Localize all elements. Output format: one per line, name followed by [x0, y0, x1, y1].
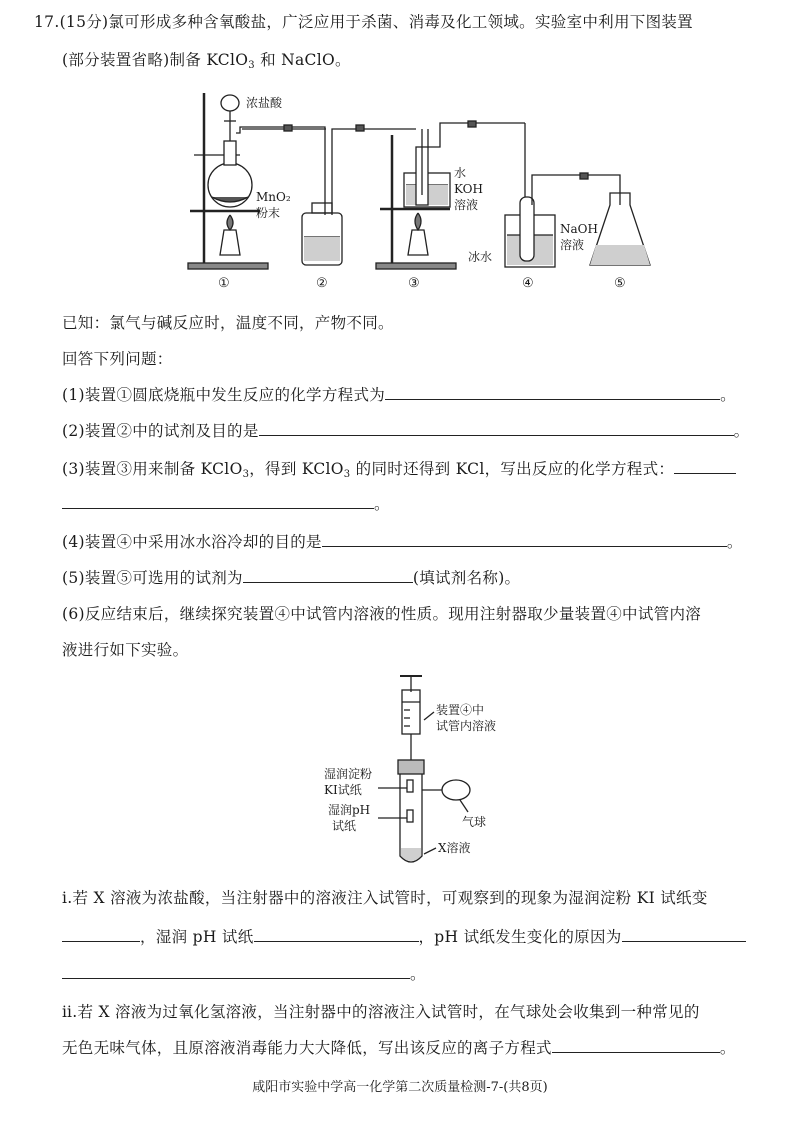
device-number-1: ① — [218, 276, 230, 291]
q5-text-end: (填试剂名称)。 — [412, 569, 521, 587]
q3 — [62, 457, 736, 480]
q1 — [62, 383, 736, 405]
label-ice-water: 冰水 — [468, 250, 493, 264]
answer-blank-i-ph[interactable] — [254, 927, 419, 942]
question-line-2-end: 和 NaClO。 — [254, 51, 351, 69]
q5 — [62, 566, 520, 588]
label-koh: KOH — [454, 182, 483, 196]
question-intro: (15分)氯可形成多种含氧酸盐，广泛应用于杀菌、消毒及化工领域。实验室中利用下图装置 — [59, 13, 693, 31]
part-i-text-b: ，pH 试纸发生变化的原因为 — [418, 928, 622, 946]
device-number-4: ④ — [522, 276, 534, 291]
q2 — [62, 419, 749, 441]
q6-line-1: (6)反应结束后，继续探究装置④中试管内溶液的性质。现用注射器取少量装置④中试管内溶 — [62, 605, 702, 623]
answer-blank-q1[interactable] — [385, 385, 720, 400]
q3-text: (3)装置③用来制备 KClO — [62, 460, 243, 478]
burner-1 — [220, 230, 240, 255]
q4 — [62, 530, 743, 552]
q1-text: (1)装置①圆底烧瓶中发生反应的化学方程式为 — [62, 386, 386, 404]
part-ii-line-2 — [62, 1036, 736, 1058]
stopper — [398, 760, 424, 774]
stand-base-3 — [376, 263, 456, 269]
apparatus-diagram — [180, 85, 680, 295]
dropping-funnel — [221, 95, 239, 111]
q2-text: (2)装置②中的试剂及目的是 — [62, 422, 259, 440]
ph-label-2: 试纸 — [332, 819, 357, 833]
part-i-text-a: ，湿润 pH 试纸 — [140, 928, 254, 946]
part-i-line-2 — [62, 925, 746, 947]
x-solution-label: X溶液 — [438, 841, 471, 855]
balloon — [442, 780, 470, 800]
question-number: 17. — [34, 13, 60, 31]
answer-blank-q2[interactable] — [259, 421, 734, 436]
question-line-2 — [62, 48, 351, 71]
subscript: 3 — [343, 469, 351, 480]
q4-text: (4)装置④中采用冰水浴冷却的目的是 — [62, 533, 322, 551]
ki-label-1: 湿润淀粉 — [324, 767, 373, 781]
answer-blank-i-reason-a[interactable] — [622, 927, 746, 942]
known-info: 已知：氯气与碱反应时，温度不同，产物不同。 — [62, 314, 394, 332]
question-line-1 — [34, 10, 693, 32]
ph-paper — [407, 810, 413, 822]
label-mno2: MnO₂ — [256, 190, 291, 204]
prompt: 回答下列问题： — [62, 350, 173, 368]
answer-blank-i-reason-b[interactable] — [62, 964, 410, 979]
answer-blank-i-color[interactable] — [62, 927, 140, 942]
ph-label-1: 湿润pH — [328, 803, 371, 817]
q6-line-2: 液进行如下实验。 — [62, 641, 189, 659]
subscript: 3 — [248, 60, 255, 71]
label-koh-solution: 溶液 — [454, 198, 479, 212]
subscript: 3 — [242, 469, 250, 480]
part-ii-line-1: ⅱ.若 X 溶液为过氧化氢溶液，当注射器中的溶液注入试管时，在气球处会收集到一种常见的 — [62, 1003, 700, 1021]
answer-blank-q5[interactable] — [243, 568, 413, 583]
period: 。 — [410, 965, 426, 983]
question-line-2-text: (部分装置省略)制备 KClO — [62, 51, 249, 69]
page-footer: 咸阳市实验中学高一化学第二次质量检测-7-(共8页) — [252, 1080, 548, 1095]
period: 。 — [726, 533, 743, 551]
answer-blank-q4[interactable] — [322, 532, 727, 547]
answer-blank-q3a[interactable] — [674, 459, 736, 474]
label-naoh-solution: 溶液 — [560, 238, 585, 252]
q5-text: (5)装置⑤可选用的试剂为 — [62, 569, 243, 587]
label-water: 水 — [454, 166, 467, 180]
test-tube-4 — [520, 197, 534, 261]
syringe-label-2: 试管内溶液 — [436, 719, 497, 733]
q3-text-end: 的同时还得到 KCl，写出反应的化学方程式： — [350, 460, 675, 478]
device-number-5: ⑤ — [614, 276, 626, 291]
label-powder: 粉末 — [256, 206, 281, 220]
ki-paper — [407, 780, 413, 792]
answer-blank-ii[interactable] — [552, 1038, 720, 1053]
answer-blank-q3b[interactable] — [62, 494, 374, 509]
label-hcl: 浓盐酸 — [246, 96, 283, 110]
stand-base-1 — [188, 263, 268, 269]
period: 。 — [733, 422, 750, 440]
device-number-3: ③ — [408, 276, 420, 291]
syringe-label-1: 装置④中 — [436, 703, 485, 717]
label-naoh: NaOH — [560, 222, 598, 236]
ki-label-2: KI试纸 — [324, 783, 362, 797]
part-i-line-1: ⅰ.若 X 溶液为浓盐酸，当注射器中的溶液注入试管时，可观察到的现象为湿润淀粉 KI 试纸变 — [62, 889, 708, 907]
syringe — [402, 690, 420, 734]
period: 。 — [719, 1039, 736, 1057]
part-i-line-3 — [62, 962, 426, 984]
balloon-label: 气球 — [462, 815, 487, 829]
q3-text-mid: ，得到 KClO — [249, 460, 344, 478]
part-ii-text: 无色无味气体，且原溶液消毒能力大大降低，写出该反应的离子方程式 — [62, 1039, 552, 1057]
device-number-2: ② — [316, 276, 328, 291]
experiment-diagram — [300, 672, 560, 872]
q3-continued — [62, 492, 390, 514]
period: 。 — [720, 386, 736, 404]
period: 。 — [374, 495, 390, 513]
